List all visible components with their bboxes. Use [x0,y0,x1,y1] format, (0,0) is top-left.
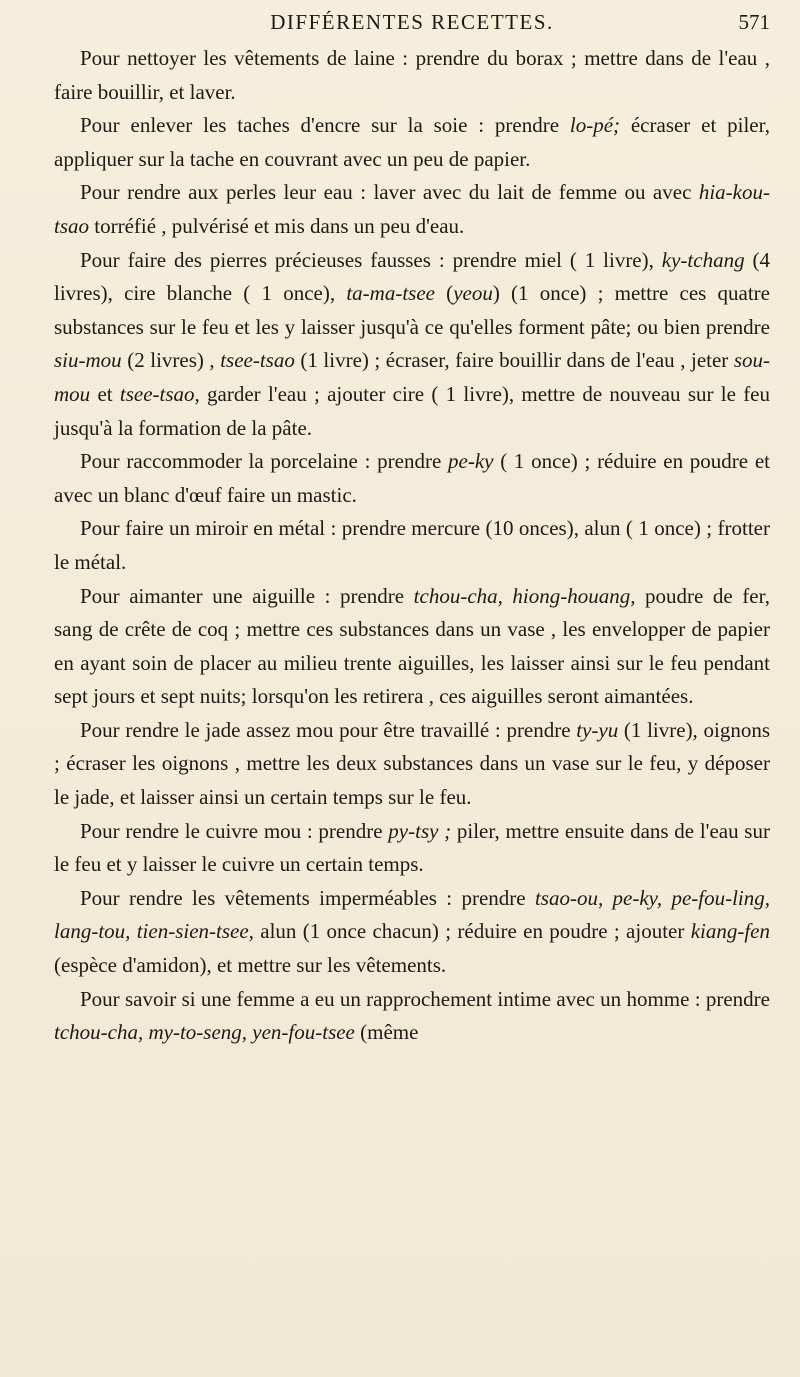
running-title: DIFFÉRENTES RECETTES. [270,10,554,34]
text-run: Pour rendre le jade assez mou pour être travaillé : prendre [80,717,577,742]
italic-term: tchou-cha, hiong-houang, [413,583,636,608]
recipe-paragraph [54,512,770,579]
italic-term: hia-kou-tsao [54,180,770,238]
recipe-paragraph [54,109,770,176]
italic-term: tchou-cha, my-to-seng, yen-fou-tsee [54,1020,355,1045]
recipe-paragraph [54,714,770,815]
recipe-paragraph [54,176,770,243]
text-run: piler, mettre ensuite dans de l'eau sur le feu et y laisser le cuivre un certain temps. [54,818,770,877]
recipe-paragraph [54,882,770,983]
italic-term: py-tsy ; [388,818,452,843]
text-run: Pour rendre le cuivre mou : prendre [80,818,389,843]
text-run: et [90,381,120,406]
text-run: Pour rendre aux perles leur eau : laver avec du lait de femme ou avec [80,180,699,205]
italic-term: yeou [453,281,493,306]
text-run: (1 livre) ; écraser, faire bouillir dans de l'eau , jeter [294,348,734,373]
italic-term: lo-pé; [569,113,621,138]
italic-term: pe-ky [448,449,494,474]
text-run: Pour aimanter une aiguille : prendre [80,583,414,608]
text-run: Pour raccommoder la porcelaine : prendre [80,449,449,474]
text-run: Pour faire un miroir en métal : prendre mercure (10 onces), alun ( 1 once) ; frotter le métal. [54,516,770,574]
text-run: Pour faire des pierres précieuses fausses : prendre miel ( 1 livre), [80,247,662,272]
italic-term: ky-tchang [661,247,745,272]
italic-term: ty-yu [576,717,619,742]
italic-term: siu-mou [54,348,122,373]
italic-term: ta-ma-tsee [346,281,435,306]
text-run: (espèce d'amidon), et mettre sur les vêtements. [54,953,447,978]
recipe-paragraph [54,244,770,446]
text-run: écraser et piler, appliquer sur la tache en couvrant avec un peu de papier. [54,113,770,171]
text-run: (2 livres) , [121,348,221,373]
text-run: torréfié , pulvérisé et mis dans un peu d'eau. [89,213,465,238]
recipe-paragraph [54,445,770,512]
recipes-text [54,42,770,1050]
text-run: (4 livres), cire blanche ( 1 once), [54,247,770,306]
text-run: garder l'eau ; ajouter cire ( 1 livre), mettre de nouveau sur le feu jusqu'à la formation de la pâte. [54,381,771,440]
text-run: Pour rendre les vêtements imperméables : prendre [80,885,535,910]
text-run: ) (1 once) ; mettre ces quatre substances sur le feu et les y laisser jusqu'à ce qu'elles forment pâte; ou bien prendre [54,281,770,339]
recipe-paragraph [54,42,770,109]
text-run: ( 1 once) ; réduire en poudre et avec un blanc d'œuf faire un mastic. [54,449,770,507]
running-head [54,8,770,38]
recipe-paragraph [54,580,770,714]
text-run: ( [434,281,454,306]
text-run: Pour nettoyer les vêtements de laine : prendre du borax ; mettre dans de l'eau , faire bouillir, et laver. [54,46,770,104]
italic-term: tsee-tsao [220,348,295,373]
text-run: Pour enlever les taches d'encre sur la soie : prendre [80,113,570,138]
italic-term: kiang-fen [690,919,770,944]
text-run: (même [354,1020,419,1045]
text-run: Pour savoir si une femme a eu un rapprochement intime avec un homme : prendre [80,986,770,1011]
italic-term: sou-mou [54,348,770,406]
italic-term: tsee-tsao, [119,381,200,406]
italic-term: tsao-ou, pe-ky, pe-fou-ling, lang-tou, tien-sien-tsee, [54,885,771,944]
recipe-paragraph [54,815,770,882]
text-run: alun (1 once chacun) ; réduire en poudre ; ajouter [253,919,691,944]
text-run: poudre de fer, sang de crête de coq ; mettre ces substances dans un vase , les envelopper de papier en ayant soin de placer au milieu trente aiguilles, les laisser ainsi sur le feu pendant sept jours et sept nuits; lorsqu'on les retirera , ces aiguilles seront aimantées. [54,583,770,709]
text-run: (1 livre), oignons ; écraser les oignons , mettre les deux substances dans un vase sur le feu, y déposer le jade, et laisser ainsi un certain temps sur le feu. [54,717,770,810]
recipe-paragraph [54,983,770,1050]
page-number: 571 [738,10,770,34]
